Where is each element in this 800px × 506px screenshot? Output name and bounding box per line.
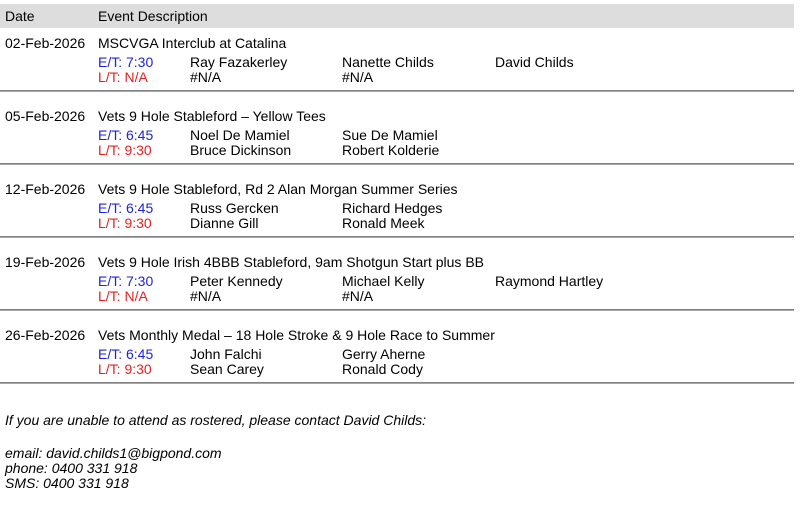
- contact-email: email: david.childs1@bigpond.com: [5, 445, 222, 461]
- contact-note: If you are unable to attend as rostered, please contact David Childs:: [5, 412, 427, 428]
- late-time-label: L/T: 9:30: [98, 361, 152, 377]
- contact-footer: [0, 413, 794, 491]
- event-date: 26-Feb-2026: [5, 327, 86, 343]
- contact-phone: phone: 0400 331 918: [5, 460, 138, 476]
- late-time-label: L/T: 9:30: [98, 215, 152, 231]
- player-name: #N/A: [190, 288, 222, 304]
- event-title: MSCVGA Interclub at Catalina: [98, 35, 287, 51]
- player-name: Robert Kolderie: [342, 142, 440, 158]
- player-name: David Childs: [495, 54, 574, 70]
- event-title: Vets Monthly Medal – 18 Hole Stroke & 9 Hole Race to Summer: [98, 327, 495, 343]
- early-time-label: E/T: 6:45: [98, 200, 154, 216]
- divider: [0, 382, 794, 384]
- late-time-label: L/T: N/A: [98, 288, 148, 304]
- player-name: Richard Hedges: [342, 200, 443, 216]
- early-time-label: E/T: 6:45: [98, 127, 154, 143]
- player-name: John Falchi: [190, 346, 262, 362]
- event-date: 19-Feb-2026: [5, 254, 86, 270]
- early-time-label: E/T: 6:45: [98, 346, 154, 362]
- player-name: #N/A: [342, 69, 374, 85]
- player-name: Gerry Aherne: [342, 346, 426, 362]
- player-name: #N/A: [190, 69, 222, 85]
- table-header: [0, 4, 794, 28]
- player-name: Michael Kelly: [342, 273, 425, 289]
- player-name: Ronald Cody: [342, 361, 423, 377]
- player-name: Raymond Hartley: [495, 273, 604, 289]
- event-date: 12-Feb-2026: [5, 181, 86, 197]
- player-name: Nanette Childs: [342, 54, 434, 70]
- event-title: Vets 9 Hole Stableford – Yellow Tees: [98, 108, 326, 124]
- player-name: Dianne Gill: [190, 215, 259, 231]
- player-name: Peter Kennedy: [190, 273, 283, 289]
- event-block: [0, 28, 794, 92]
- event-block: [0, 165, 794, 238]
- player-name: #N/A: [342, 288, 374, 304]
- event-block: [0, 92, 794, 165]
- date-column-header: Date: [5, 8, 35, 24]
- event-title: Vets 9 Hole Stableford, Rd 2 Alan Morgan Summer Series: [98, 181, 458, 197]
- early-time-label: E/T: 7:30: [98, 273, 154, 289]
- late-time-label: L/T: 9:30: [98, 142, 152, 158]
- player-name: Sue De Mamiel: [342, 127, 438, 143]
- player-name: Ray Fazakerley: [190, 54, 288, 70]
- player-name: Bruce Dickinson: [190, 142, 292, 158]
- event-title: Vets 9 Hole Irish 4BBB Stableford, 9am Shotgun Start plus BB: [98, 254, 484, 270]
- event-description-column-header: Event Description: [98, 8, 208, 24]
- contact-sms: SMS: 0400 331 918: [5, 475, 129, 491]
- event-block: [0, 311, 794, 384]
- player-name: Russ Gercken: [190, 200, 279, 216]
- event-date: 05-Feb-2026: [5, 108, 86, 124]
- event-date: 02-Feb-2026: [5, 35, 86, 51]
- player-name: Sean Carey: [190, 361, 264, 377]
- player-name: Ronald Meek: [342, 215, 425, 231]
- late-time-label: L/T: N/A: [98, 69, 148, 85]
- event-block: [0, 238, 794, 311]
- player-name: Noel De Mamiel: [190, 127, 290, 143]
- early-time-label: E/T: 7:30: [98, 54, 154, 70]
